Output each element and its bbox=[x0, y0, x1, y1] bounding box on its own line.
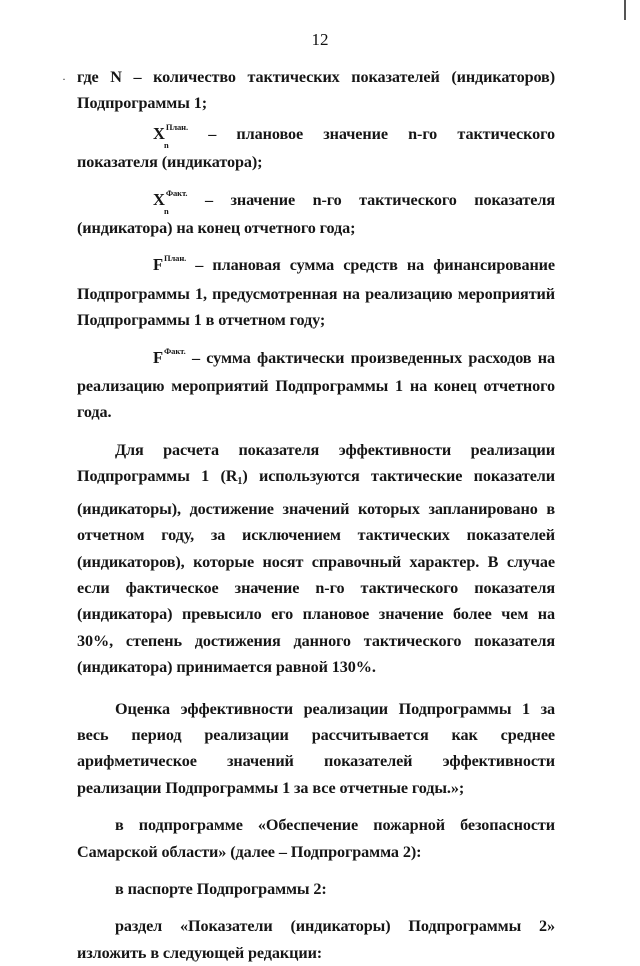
page-number: 12 bbox=[311, 30, 329, 49]
paragraph-f-fact-text: – сумма фактически произведенных расходов на реализацию мероприятий Подпрограммы 1 на конец отчетного года. bbox=[77, 348, 555, 422]
paragraph-f-fact bbox=[77, 345, 555, 426]
formula-symbol-f-plan: $F^{План.}$ bbox=[153, 253, 187, 275]
formula-symbol-f-fact: $F^{Факт.}$ bbox=[153, 345, 186, 367]
paragraph-efficiency-calc: Для расчета показателя эффективности реализации Подпрограммы 1 (R1) используются тактические показатели (индикаторы), достижение значений которых запланировано в отчетном году, за исключением тактических показателей (индикаторов), которые носят справочный характер. В случае если фактическое значение n-го тактического показателя (индикатора) превысило его плановое значение более чем на 30%, степень достижения данного тактического показателя (индикатора) принимается равной 130%. bbox=[77, 440, 555, 677]
paragraph-passport: в паспорте Подпрограммы 2: bbox=[115, 879, 327, 898]
paragraph-f-plan-text: – плановая сумма средств на финансирование Подпрограммы 1, предусмотренная на реализацию мероприятий Подпрограммы 1 в отчетном году; bbox=[77, 256, 555, 330]
margin-mark: · bbox=[62, 72, 66, 86]
paragraph-f-plan bbox=[77, 252, 555, 333]
document-body bbox=[77, 64, 555, 966]
paragraph-x-plan-text: – плановое значение n-го тактического показателя (индикатора); bbox=[77, 124, 555, 172]
paragraph-n-definition: где N – количество тактических показателей (индикаторов) Подпрограммы 1; bbox=[77, 68, 555, 113]
paragraph-period-evaluation: Оценка эффективности реализации Подпрограммы 1 за весь период реализации рассчитывается как среднее арифметическое значений показателей эффективности реализации Подпрограммы 1 за все отчетные годы.»; bbox=[77, 699, 555, 797]
paragraph-subprogram-2: в подпрограмме «Обеспечение пожарной безопасности Самарской области» (далее – Подпрограмма 2): bbox=[77, 816, 555, 861]
paragraph-x-fact bbox=[77, 187, 555, 242]
scan-artifact bbox=[624, 0, 626, 20]
paragraph-x-fact-text: – значение n-го тактического показателя (индикатора) на конец отчетного года; bbox=[77, 190, 555, 238]
paragraph-x-plan bbox=[77, 121, 555, 176]
formula-symbol-x-plan: $X^{План.}$ n bbox=[153, 121, 188, 150]
paragraph-section-edit: раздел «Показатели (индикаторы) Подпрограммы 2» изложить в следующей редакции: bbox=[77, 917, 555, 962]
formula-symbol-x-fact: $X^{Факт.}$ n bbox=[153, 187, 188, 216]
